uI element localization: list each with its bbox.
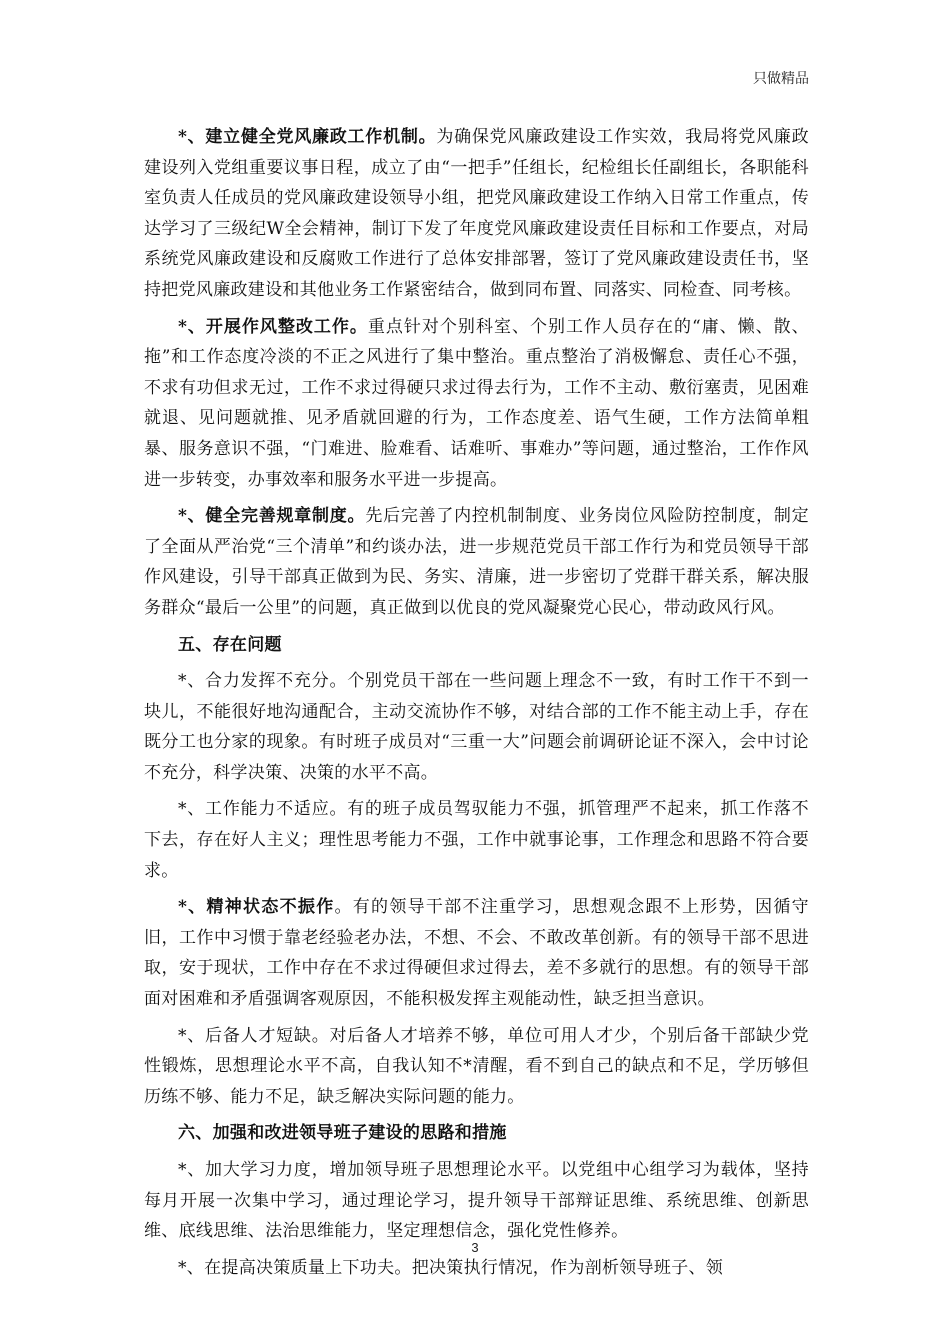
paragraph-text: 重点针对个别科室、个别工作人员存在的“庸、懒、散、拖”和工作态度冷淡的不正之风进行了集中整治。重点整治了消极懈怠、责任心不强，不求有功但求无过，工作不求过得硬只求过得去行为，工作不主动、敷衍塞责，见困难就退、见问题就推、见矛盾就回避的行为，工作态度差、语气生硬，工作方法简单粗暴、服务意识不强，“门难进、脸难看、话难听、事难办”等问题，通过整治，工作作风进一步转变，办事效率和服务水平进一步提高。 xyxy=(144,316,809,490)
paragraph-text: 。有的领导干部不注重学习，思想观念跟不上形势，因循守旧，工作中习惯于靠老经验老办法，不想、不会、不敢改革创新。有的领导干部不思进取，安于现状，工作中存在不求过得硬但求过得去，差不多就行的思想。有的领导干部面对困难和矛盾强调客观原因，不能积极发挥主观能动性，缺乏担当意识。 xyxy=(144,897,809,1010)
paragraph-text: 先后完善了内控机制制度、业务岗位风险防控制度，制定了全面从严治党“三个清单”和约谈办法，进一步规范党员干部工作行为和党员领导干部作风建设，引导干部真正做到为民、务实、清廉，进一步密切了党群干群关系，解决服务群众“最后一公里”的问题，真正做到以优良的党风凝聚党心民心，带动政风行风。 xyxy=(144,506,809,618)
paragraph-discipline-mechanism xyxy=(144,122,809,306)
document-body xyxy=(144,122,809,1289)
header-mark: 只做精品 xyxy=(753,71,809,87)
paragraph-lead: *、精神状态不振作 xyxy=(178,897,335,918)
paragraph-lead: *、建立健全党风廉政工作机制。 xyxy=(178,127,437,147)
paragraph-text: 为确保党风廉政建设工作实效，我局将党风廉政建设列入党组重要议事日程，成立了由“一把手”任组长，纪检组长任副组长，各职能科室负责人任成员的党风廉政建设领导小组，把党风廉政建设工作纳入日常工作重点，传达学习了三级纪W全会精神，制订下发了年度党风廉政建设责任目标和工作要点，对局系统党风廉政建设和反腐败工作进行了总体安排部署，签订了党风廉政建设责任书，坚持把党风廉政建设和其他业务工作紧密结合，做到同布置、同落实、同检查、同考核。 xyxy=(144,127,809,300)
paragraph-text: *、加大学习力度，增加领导班子思想理论水平。以党组中心组学习为载体，坚持每月开展一次集中学习，通过理论学习，提升领导干部辩证思维、系统思维、创新思维、底线思维、法治思维能力，坚定理想信念，强化党性修养。 xyxy=(144,1160,809,1242)
paragraph-lead: *、健全完善规章制度。 xyxy=(178,506,366,527)
section-heading-existing-problems: 五、存在问题 xyxy=(178,634,282,655)
paragraph-text: *、后备人才短缺。对后备人才培养不够，单位可用人才少，个别后备干部缺少党性锻炼，思想理论水平不高，自我认知不*清醒，看不到自己的缺点和不足，学历够但历练不够、能力不足，缺乏解决实际问题的能力。 xyxy=(144,1025,809,1107)
paragraph-text: *、在提高决策质量上下功夫。把决策执行情况，作为剖析领导班子、领 xyxy=(178,1257,724,1278)
paragraph-talent-shortage xyxy=(144,1021,809,1113)
paragraph-text: *、工作能力不适应。有的班子成员驾驭能力不强，抓管理严不起来，抓工作落不下去，存在好人主义；理性思考能力不强，工作中就事论事，工作理念和思路不符合要求。 xyxy=(144,799,809,881)
paragraph-rules-and-systems xyxy=(144,501,809,623)
paragraph-ability-inadequate xyxy=(144,794,809,886)
page-number: 3 xyxy=(471,1240,479,1255)
paragraph-decision-quality xyxy=(144,1253,809,1284)
paragraph-work-style-rectification xyxy=(144,312,809,496)
paragraph-spirit-lacking xyxy=(144,892,809,1014)
paragraph-cooperation-insufficient xyxy=(144,666,809,788)
paragraph-text: *、合力发挥不充分。个别党员干部在一些问题上理念不一致，有时工作干不到一块儿，不能很好地沟通配合，主动交流协作不够，对结合部的工作不能主动上手，存在既分工也分家的现象。有时班子成员对“三重一大”问题会前调研论证不深入，会中讨论不充分，科学决策、决策的水平不高。 xyxy=(144,671,809,783)
paragraph-lead: *、开展作风整改工作。 xyxy=(178,316,368,337)
section-heading-improvement-measures: 六、加强和改进领导班子建设的思路和措施 xyxy=(178,1123,507,1144)
paragraph-study-efforts xyxy=(144,1155,809,1247)
